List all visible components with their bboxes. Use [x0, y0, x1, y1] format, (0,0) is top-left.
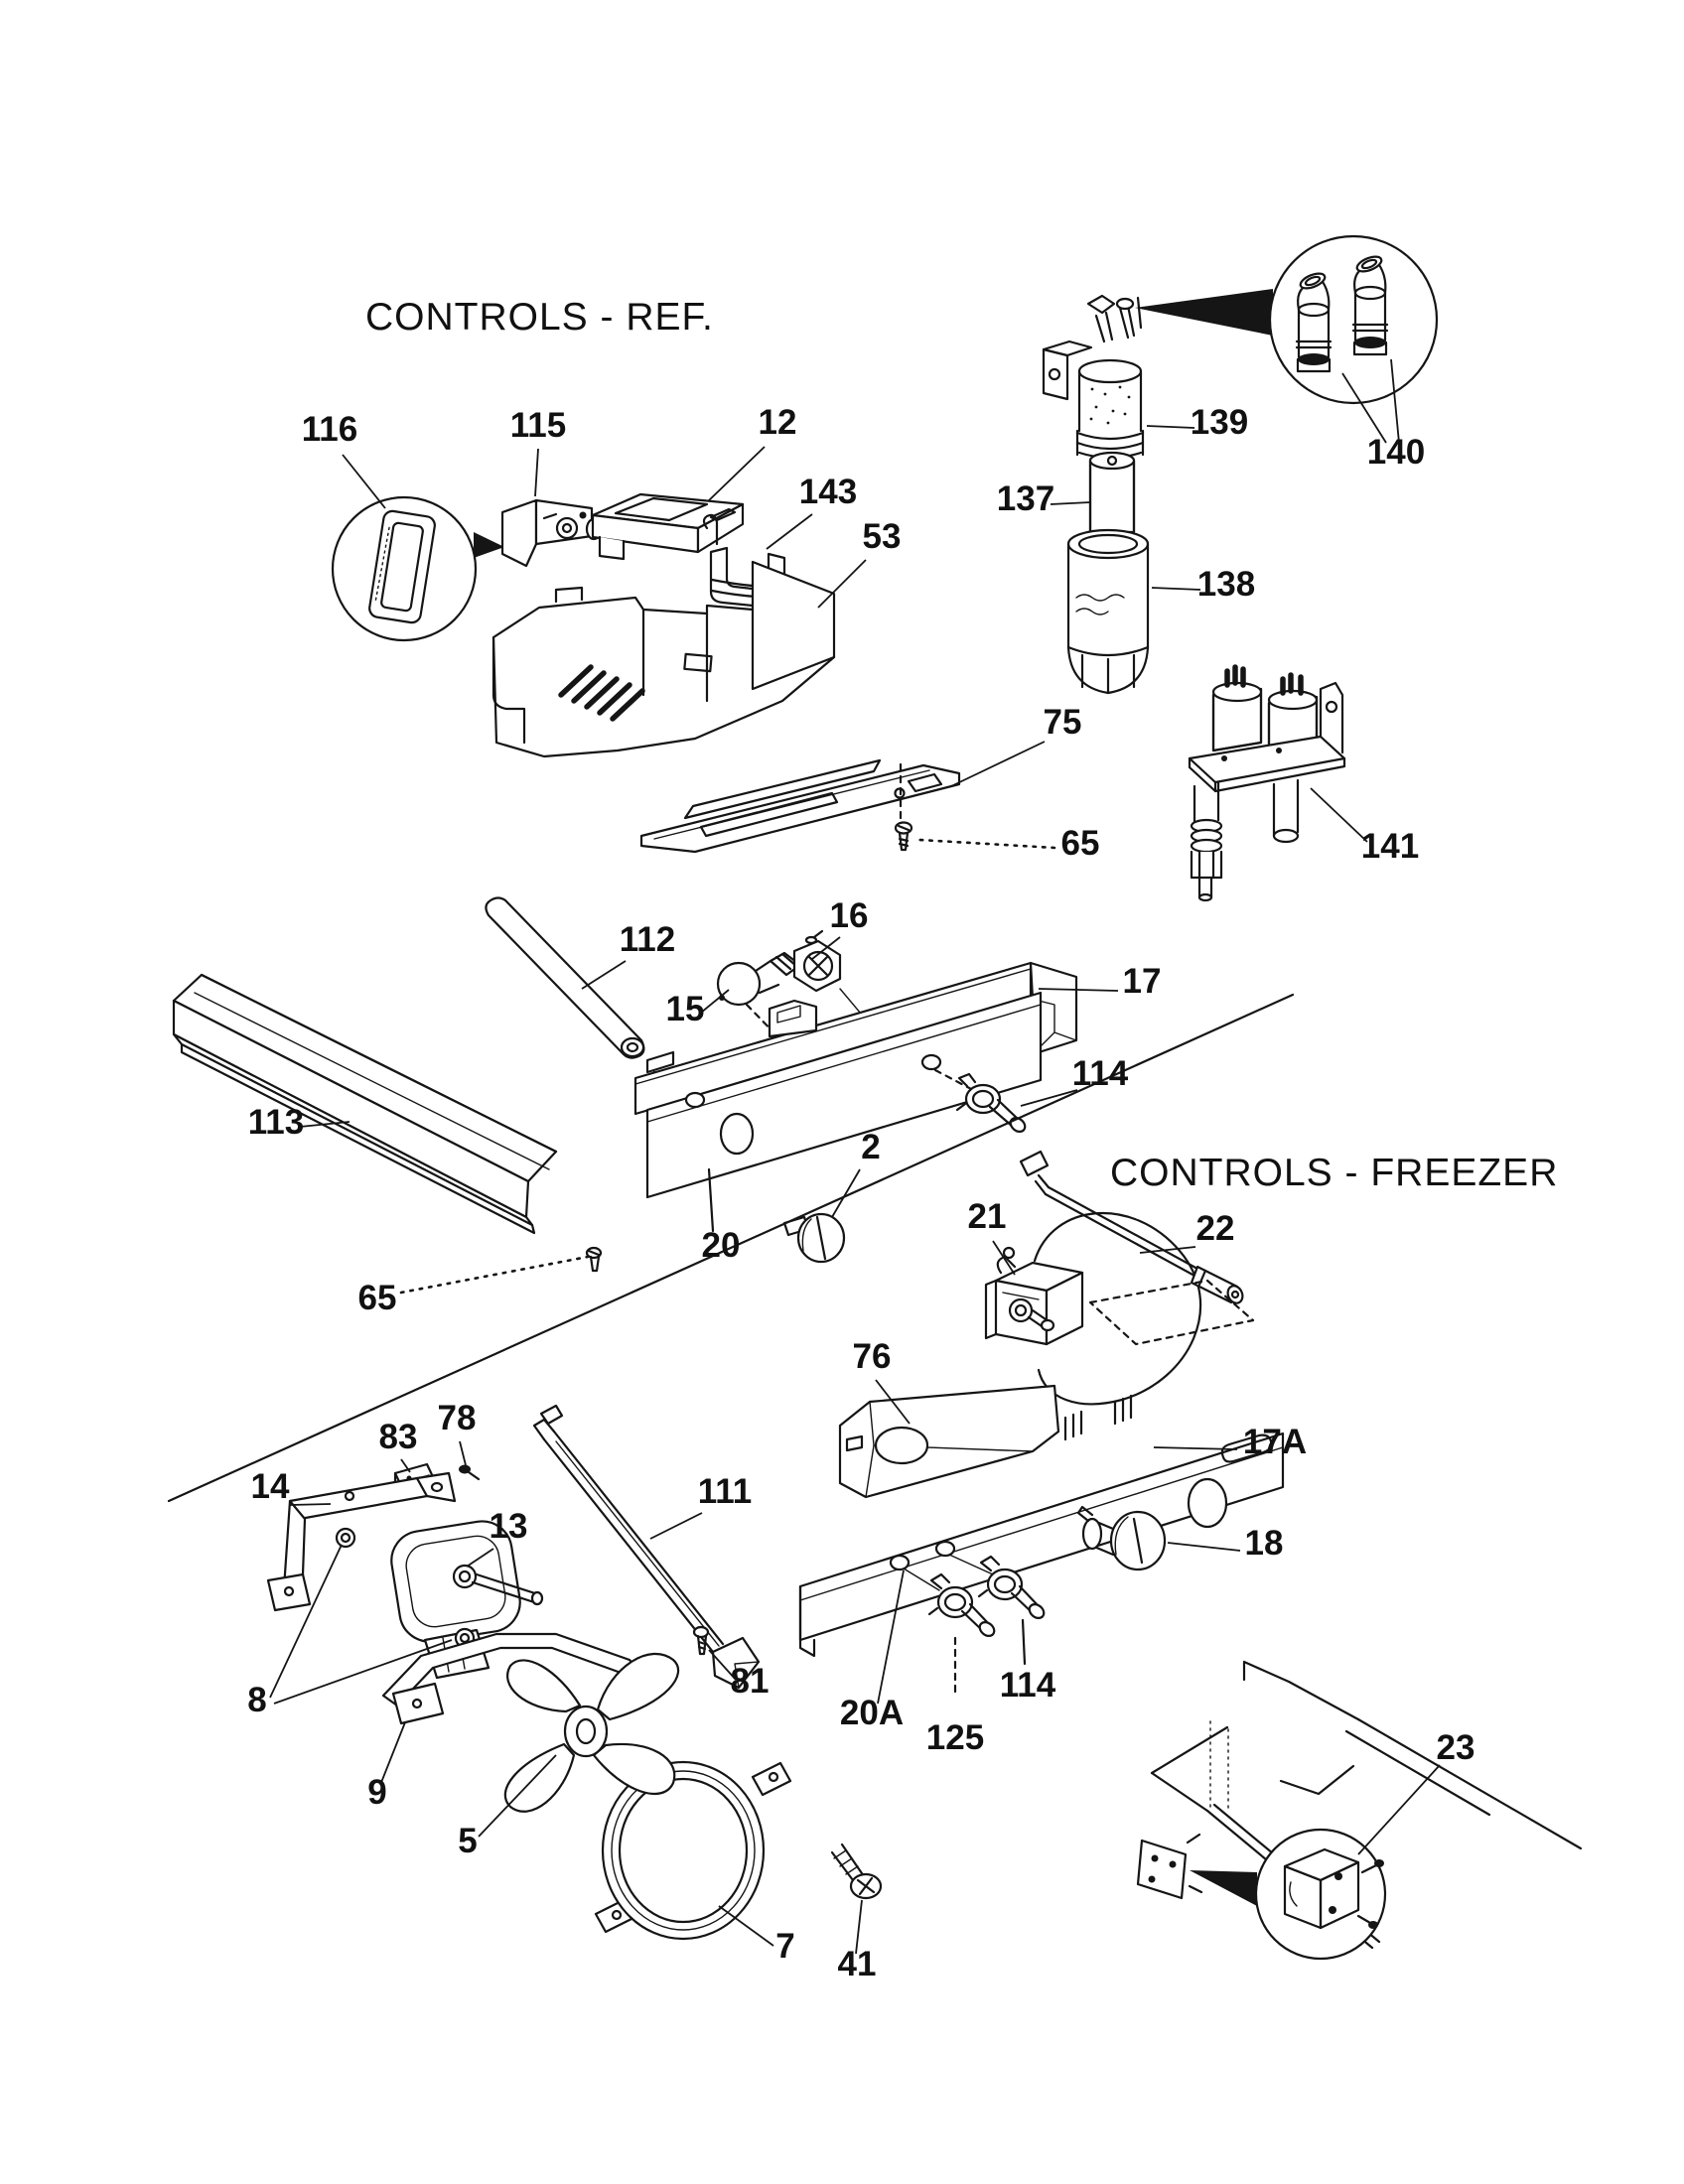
part-141-water-valve [1190, 667, 1344, 900]
part-label-20: 20 [701, 1226, 741, 1265]
part-label-14: 14 [250, 1467, 290, 1506]
part-label-113: 113 [247, 1103, 305, 1142]
part-81-screw [694, 1627, 708, 1654]
part-139-filter-head [1044, 296, 1143, 458]
part-116-gasket-detail [333, 497, 476, 640]
part-label-5: 5 [458, 1822, 478, 1860]
part-label-65-lower: 65 [357, 1279, 397, 1317]
part-label-116: 116 [301, 410, 358, 449]
part-140-fittings-detail [1135, 236, 1437, 403]
part-113-shelf-channel [174, 975, 556, 1233]
part-label-22: 22 [1195, 1209, 1235, 1248]
part-label-2: 2 [861, 1128, 881, 1166]
part-5-fan-blade [505, 1654, 678, 1812]
part-label-141: 141 [1360, 827, 1420, 866]
part-76-freezer-housing [840, 1386, 1058, 1497]
part-label-20A: 20A [839, 1694, 905, 1732]
part-label-139: 139 [1190, 403, 1249, 442]
part-137-filter-cartridge [1090, 453, 1134, 537]
part-label-13: 13 [489, 1507, 528, 1546]
part-label-76: 76 [852, 1337, 892, 1376]
part-label-41: 41 [837, 1945, 877, 1983]
part-label-143: 143 [798, 473, 858, 511]
part-label-7: 7 [775, 1927, 795, 1966]
part-label-16: 16 [829, 896, 869, 935]
part-label-112: 112 [619, 920, 676, 959]
part-label-21: 21 [967, 1197, 1007, 1236]
part-2-knob [784, 1214, 844, 1262]
part-label-81: 81 [730, 1662, 770, 1701]
part-78-screw [459, 1465, 479, 1480]
part-label-18: 18 [1244, 1524, 1284, 1563]
part-label-65-upper: 65 [1060, 824, 1100, 863]
part-115-bracket [474, 500, 601, 566]
part-label-17: 17 [1122, 962, 1162, 1001]
section-title-freezer: CONTROLS - FREEZER [1110, 1152, 1559, 1194]
part-label-9: 9 [367, 1773, 387, 1812]
part-label-115: 115 [509, 406, 567, 445]
part-label-111: 111 [697, 1472, 753, 1511]
part-label-75: 75 [1043, 703, 1082, 742]
part-23-bracket-detail [1138, 1830, 1385, 1959]
part-label-53: 53 [862, 517, 902, 556]
section-title-ref: CONTROLS - REF. [365, 296, 714, 339]
part-label-137: 137 [996, 479, 1055, 518]
part-7-fan-shroud [596, 1762, 790, 1939]
part-label-17A: 17A [1242, 1423, 1308, 1461]
part-65-screw-lower [587, 1248, 601, 1271]
part-label-15: 15 [665, 990, 705, 1028]
part-label-23: 23 [1436, 1728, 1475, 1767]
part-label-114-ref: 114 [1071, 1054, 1129, 1093]
part-label-125: 125 [925, 1718, 985, 1757]
part-label-114-freezer: 114 [999, 1666, 1056, 1705]
part-label-12: 12 [758, 403, 797, 442]
part-label-8: 8 [247, 1681, 267, 1719]
part-75-bracket-plate [641, 760, 959, 852]
part-label-140: 140 [1366, 433, 1426, 472]
part-label-138: 138 [1196, 565, 1256, 604]
part-label-78: 78 [437, 1399, 477, 1437]
part-label-83: 83 [378, 1418, 418, 1456]
part-138-filter-housing [1068, 530, 1148, 693]
part-53-control-housing [493, 562, 834, 756]
part-41-screw [832, 1844, 881, 1898]
part-21-thermostat [986, 1248, 1082, 1344]
